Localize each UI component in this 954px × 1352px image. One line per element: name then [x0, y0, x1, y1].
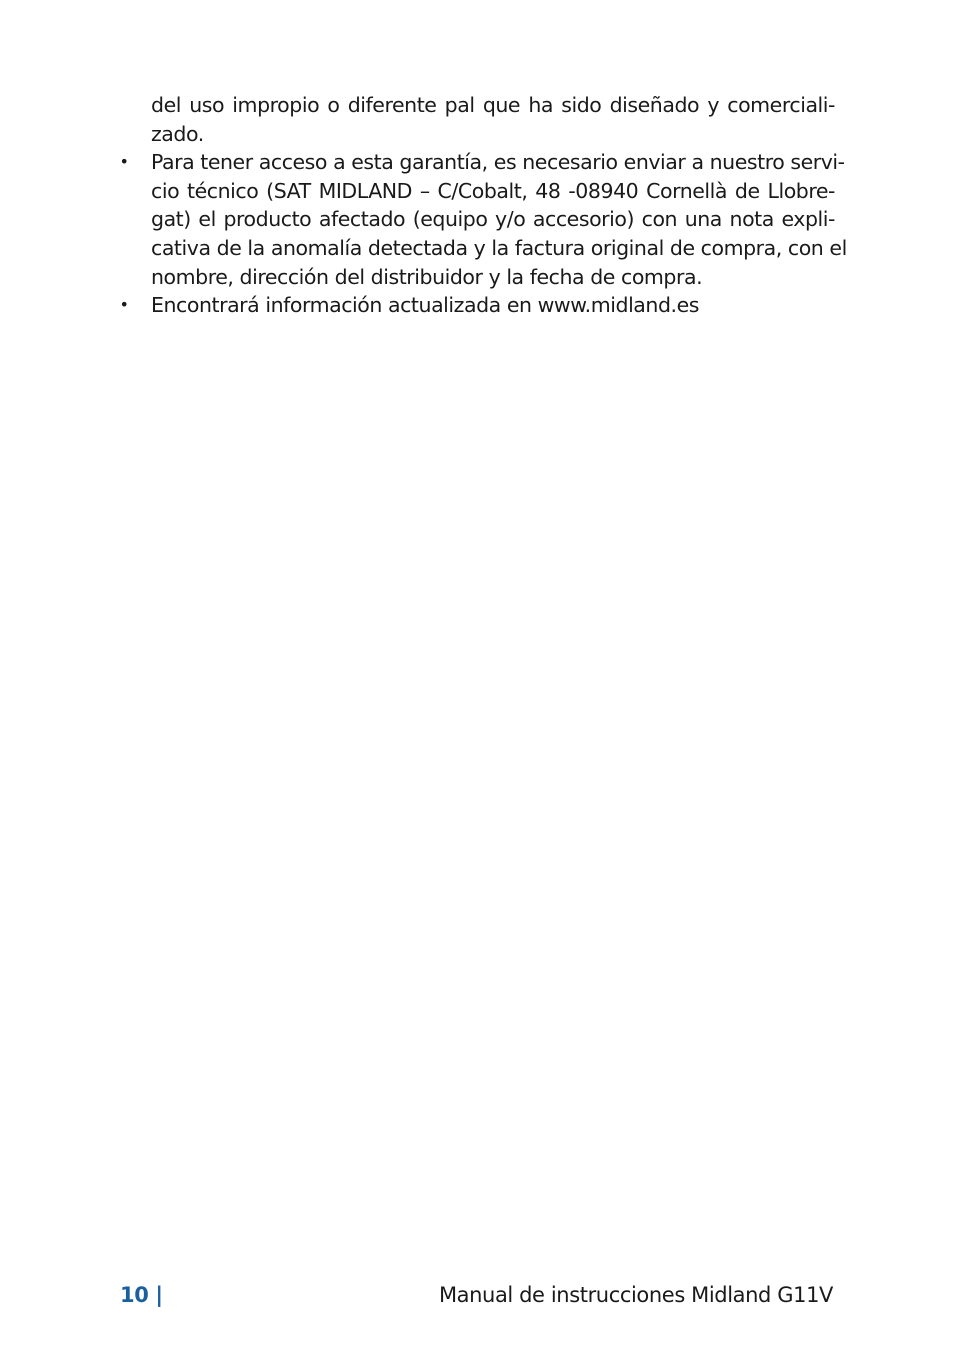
text-line: nombre, dirección del distribuidor y la fecha de compra.	[151, 264, 703, 289]
page-footer	[120, 1283, 833, 1313]
text-line: cio técnico (SAT MIDLAND – C/Cobalt, 48 -08940 Cornellà de Llobre-	[151, 178, 835, 203]
bullet-item-updated-info	[119, 291, 835, 320]
text-line: cativa de la anomalía detectada y la factura original de compra, con el	[151, 235, 847, 260]
main-text	[119, 91, 847, 320]
continuation-paragraph	[151, 91, 835, 148]
text-line: Para tener acceso a esta garantía, es necesario enviar a nuestro servi-	[151, 150, 845, 175]
text-line: del uso impropio o diferente pal que ha sido diseñado y comerciali-	[151, 93, 835, 117]
page-number: 10 |	[120, 1283, 163, 1307]
bullet-item-warranty-access	[119, 148, 847, 291]
bullet-icon: •	[119, 295, 129, 315]
bullet-icon: •	[119, 152, 129, 172]
manual-title: Manual de instrucciones Midland G11V	[438, 1283, 833, 1307]
text-line: Encontrará información actualizada en www.midland.es	[151, 293, 699, 318]
text-line: zado.	[151, 121, 204, 146]
text-line: gat) el producto afectado (equipo y/o accesorio) con una nota expli-	[151, 207, 835, 232]
